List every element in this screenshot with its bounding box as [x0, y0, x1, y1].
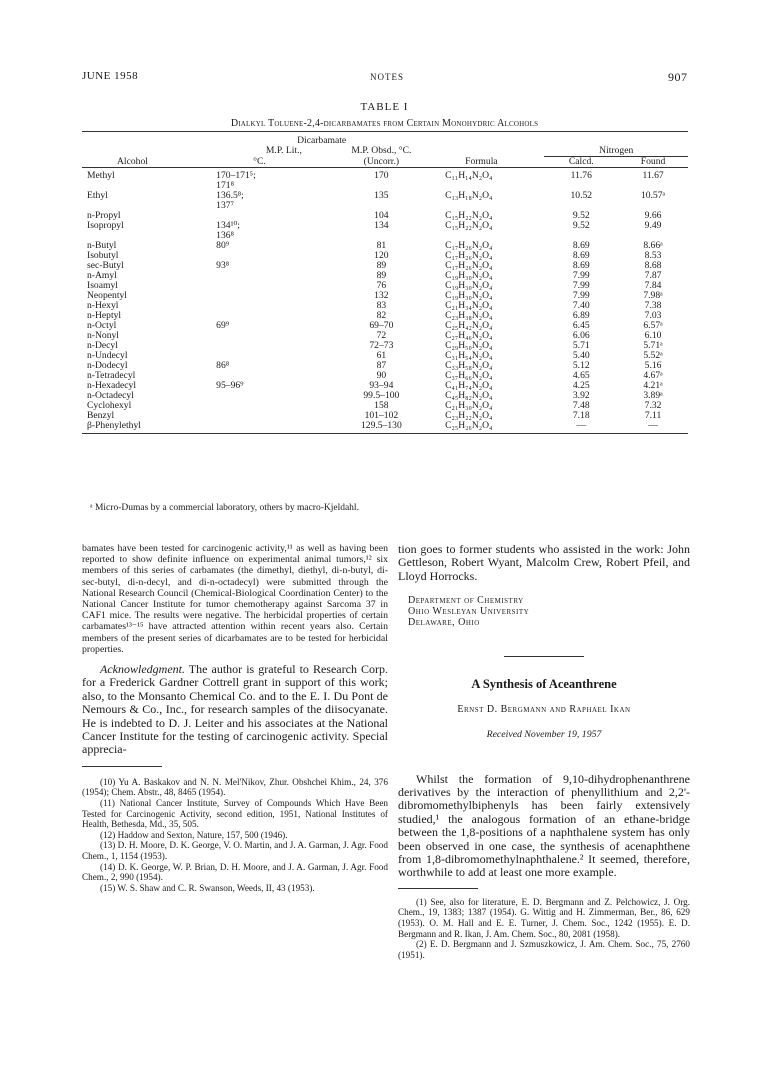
left-column: [82, 543, 388, 893]
table-cell-calcd: 8.69: [572, 260, 590, 271]
table-cell-alcohol: n-Octyl: [87, 320, 117, 331]
table-cell-formula: C₂₁H₃₄N₂O₄: [445, 300, 493, 311]
table-cell-found: 8.68: [644, 260, 662, 271]
table-cell-formula: C₂₅H₄₂N₂O₄: [445, 320, 493, 331]
table-cell-formula: C₂₇H₄₆N₂O₄: [445, 330, 493, 341]
table-cell-alcohol: n-Propyl: [87, 210, 121, 221]
reference-item: (2) E. D. Bergmann and J. Szmuszkowicz, J. Am. Chem. Soc., 75, 2760 (1951).: [398, 939, 690, 960]
acknowledgment-text: The author is grateful to Research Corp. for a Frederick Gardner Cottrell grant in support of this work; also, to the Monsanto Chemical Co. and to the E. I. Du Pont de Nemours & Co., Inc., for research samples of the diisocyanate. He is indebted to D. J. Leiter and his associates at the National Cancer Institute for the testing of carcinogenic activity. Special apprecia-: [82, 662, 388, 757]
table-cell-obs: 93–94: [369, 380, 394, 391]
header-dicarbamate: Dicarbamate: [297, 135, 347, 146]
affiliation: [408, 595, 690, 628]
table-cell-formula: C₄₁H₇₄N₂O₄: [445, 380, 493, 391]
table-cell-formula: C₃₁H₅₄N₂O₄: [445, 350, 493, 361]
article-body: Whilst the formation of 9,10-dihydrophenanthrene derivatives by the interaction of phenyllithium and 2,2'-dibromomethylbiphenyls has been fairly extensively studied,¹ the analogous formation of an ethane-bridge between the 1,8-positions of a naphthalene system has only been observed in one case, the synthesis of acenaphthene from 1,8-dibromomethylnaphthalene.² It seemed, therefore, worthwhile to add at least one more example.: [398, 771, 690, 880]
table-cell-alcohol: n-Hexadecyl: [87, 380, 137, 391]
running-header-section: NOTES: [370, 72, 404, 82]
table-cell-lit: [213, 351, 332, 361]
table-cell-formula: C₁₇H₂₆N₂O₄: [445, 240, 493, 251]
table-cell-lit: [213, 341, 332, 351]
table-cell-calcd: 8.69: [572, 240, 590, 251]
running-header-date: JUNE 1958: [82, 70, 139, 82]
table-cell-calcd: 7.48: [572, 400, 590, 411]
table-cell-lit: 170–171⁵;: [213, 168, 332, 182]
table-cell-found: 3.89ᵃ: [643, 390, 663, 401]
reference-item: (14) D. K. George, W. P. Brian, D. H. Moore, and J. A. Garman, J. Agr. Food Chem., 2, 990 (1954).: [82, 861, 388, 883]
table-cell-calcd: 7.99: [572, 280, 590, 291]
table-cell-alcohol: Isopropyl: [87, 220, 124, 231]
acknowledgment-label: Acknowledgment.: [100, 662, 185, 677]
table-cell-formula: C₃₃H₅₈N₂O₄: [445, 360, 493, 371]
table-cell-alcohol: n-Decyl: [87, 340, 118, 351]
table-cell-calcd: 6.89: [572, 310, 590, 321]
right-column: [398, 543, 690, 960]
reference-item: (15) W. S. Shaw and C. R. Swanson, Weeds, II, 43 (1953).: [100, 882, 315, 893]
table-cell-lit: [213, 271, 332, 281]
left-references: [82, 777, 388, 894]
table-cell-found: 11.67: [618, 168, 688, 182]
table-cell-formula: C₁₉H₃₀N₂O₄: [445, 290, 493, 301]
table-cell-obs: 76: [376, 280, 387, 291]
table-cell-obs: 158: [374, 400, 389, 411]
right-references: [398, 897, 690, 961]
table-cell-formula: C₁₇H₂₆N₂O₄: [445, 260, 493, 271]
table-cell-calcd: 11.76: [544, 168, 618, 182]
table-cell-found: 4.21ᵃ: [643, 380, 663, 391]
reference-item: (11) National Cancer Institute, Survey of Compounds Which Have Been Tested for Carcinogenic Activity, second edition, 1951, National Institutes of Health, Bethesda, Md., 35, 505.: [82, 798, 388, 830]
table-cell-obs: 120: [374, 250, 389, 261]
table-cell-lit: [213, 281, 332, 291]
table-cell-obs: 81: [376, 240, 387, 251]
table-cell-alcohol: β-Phenylethyl: [82, 421, 213, 434]
table-row: [82, 421, 688, 434]
table-cell-found: 8.53: [644, 250, 662, 261]
table-cell-obs: 104: [374, 210, 389, 221]
table-cell-formula: C₁₇H₂₆N₂O₄: [445, 250, 493, 261]
header-alcohol: Alcohol: [117, 155, 148, 167]
table-cell-alcohol: Ethyl: [87, 190, 108, 201]
table-cell-found: 4.67ᵃ: [643, 370, 663, 381]
table-cell-obs: 134: [374, 220, 389, 231]
table-cell-formula: C₁₅H₂₂N₂O₄: [445, 220, 493, 231]
reference-item: (13) D. H. Moore, D. K. George, V. O. Martin, and J. A. Garman, J. Agr. Food Chem., 1, 1154 (1953).: [82, 840, 388, 862]
header-found: Found: [618, 157, 688, 168]
header-mp-obs: M.P. Obsd., °C.: [351, 145, 412, 156]
table-cell-obs: 72–73: [369, 340, 394, 351]
table-cell-lit: 93⁸: [216, 260, 230, 271]
header-mp-lit-unit: °C.: [253, 155, 266, 167]
affiliation-department: Department of Chemistry: [408, 595, 524, 607]
table-cell-found: 5.71ᵃ: [643, 340, 663, 351]
table-cell-obs: 129.5–130: [333, 421, 430, 434]
table-cell-alcohol: n-Octadecyl: [87, 390, 134, 401]
reference-item: (1) See, also for literature, E. D. Bergmann and Z. Pelchowicz, J. Org. Chem., 19, 1383; 1387 (1954). G. Wittig and H. Zimmerman, Ber., 86, 629 (1953). O. M. Hall and E. E. Turner, J. Chem. Soc., 1242 (1955). E. D. Bergmann and R. Ikan, J. Am. Chem. Soc., 80, 2081 (1958).: [398, 896, 690, 939]
table-cell-found: 6.57ᵃ: [643, 320, 663, 331]
table-cell-found: 9.49: [644, 220, 662, 231]
table-cell-lit: [213, 301, 332, 311]
table-cell-formula: C₂₁H₃₀N₂O₄: [445, 400, 493, 411]
table-cell-alcohol: n-Hexyl: [87, 300, 119, 311]
data-table: [82, 131, 688, 434]
table-cell-lit: [213, 291, 332, 301]
table-cell-calcd: 7.40: [572, 300, 590, 311]
table-cell-alcohol: Isoamyl: [87, 280, 118, 291]
table-cell-lit: 69⁹: [216, 320, 230, 331]
affiliation-location: Delaware, Ohio: [408, 617, 480, 629]
table-cell-lit: [213, 401, 332, 411]
table-cell-obs: 135: [374, 190, 389, 201]
table-cell-lit: 134¹⁰;: [216, 220, 240, 231]
table-cell-obs: 132: [374, 290, 389, 301]
table-cell-obs: 72: [376, 330, 387, 341]
header-mp-obs-unit: (Uncorr.): [363, 155, 400, 167]
table-cell-found: 8.66ᵃ: [643, 240, 663, 251]
table-cell-found: 10.57ᵃ: [640, 190, 666, 201]
table-row: [82, 191, 688, 201]
table-cell-alcohol: Methyl: [82, 168, 213, 182]
table-row: [82, 168, 688, 182]
table-cell-lit: 171⁸: [216, 180, 234, 191]
table-cell-alcohol: n-Heptyl: [87, 310, 122, 321]
table-cell-lit: [213, 251, 332, 261]
table-cell-calcd: 3.92: [572, 390, 590, 401]
table-cell-obs: 99.5–100: [363, 390, 400, 401]
table-cell-calcd: 5.12: [572, 360, 590, 371]
table-row: [82, 221, 688, 231]
table-cell-formula: C₂₃H₃₈N₂O₄: [445, 310, 493, 321]
table-cell-calcd: 9.52: [572, 210, 590, 221]
table-cell-alcohol: Cyclohexyl: [87, 400, 132, 411]
received-date: Received November 19, 1957: [486, 729, 602, 741]
table-cell-formula: C₁₅H₂₂N₂O₄: [445, 210, 493, 221]
table-cell-alcohol: Benzyl: [87, 410, 115, 421]
table-cell-found: 7.84: [644, 280, 662, 291]
table-cell-lit: [213, 391, 332, 401]
table-cell-lit: [213, 411, 332, 421]
acknowledgment-paragraph: [82, 663, 388, 757]
table-cell-lit: [213, 331, 332, 341]
table-cell-found: 7.32: [644, 400, 662, 411]
table-cell-calcd: 4.65: [572, 370, 590, 381]
table-cell-calcd: 6.45: [572, 320, 590, 331]
table-cell-calcd: 7.99: [572, 270, 590, 281]
footnote-divider: [82, 766, 162, 767]
table-cell-found: 7.38: [644, 300, 662, 311]
table-cell-formula: C₂₃H₂₂N₂O₄: [445, 410, 493, 421]
article-authors: Ernst D. Bergmann and Raphael Ikan: [457, 704, 631, 716]
table-cell-alcohol: n-Amyl: [87, 270, 117, 281]
table-cell-obs: 89: [376, 270, 387, 281]
table-cell-found: 7.98ᵃ: [643, 290, 663, 301]
table-cell-alcohol: sec-Butyl: [87, 260, 124, 271]
table-cell-obs: 90: [376, 370, 387, 381]
table-cell-found: 7.11: [644, 410, 662, 421]
reference-item: (10) Yu A. Baskakov and N. N. Mel'Nikov, Zhur. Obshchei Khim., 24, 376 (1954); Chem. Abstr., 48, 8465 (1954).: [82, 776, 388, 798]
table-cell-calcd: 6.06: [572, 330, 590, 341]
table-cell-alcohol: Isobutyl: [87, 250, 119, 261]
table-cell-found: 7.03: [644, 310, 662, 321]
table-cell-formula: C₂₅H₂₆N₂O₄: [430, 421, 544, 434]
table-cell-calcd: 9.52: [572, 220, 590, 231]
table-cell-obs: 101–102: [364, 410, 399, 421]
table-cell-found: 5.16: [644, 360, 662, 371]
table-cell-calcd: 4.25: [572, 380, 590, 391]
table-cell-formula: C₁₉H₃₀N₂O₄: [445, 270, 493, 281]
table-cell-calcd: 7.99: [572, 290, 590, 301]
table-title: TABLE I: [360, 101, 409, 113]
table-cell-obs: 83: [376, 300, 387, 311]
table-cell-alcohol: n-Dodecyl: [87, 360, 128, 371]
header-calcd: Calcd.: [544, 157, 618, 168]
table-cell-lit: [213, 311, 332, 321]
table-cell-alcohol: n-Nonyl: [87, 330, 119, 341]
table-cell-calcd: 8.69: [572, 250, 590, 261]
table-cell-alcohol: n-Undecyl: [87, 350, 128, 361]
reference-item: (12) Haddow and Sexton, Nature, 157, 500 (1946).: [100, 829, 288, 840]
table-cell-calcd: 10.52: [570, 190, 593, 201]
table-cell-lit: 136.5⁸;: [216, 190, 244, 201]
table-cell-lit: 86⁸: [216, 360, 230, 371]
table-cell-lit: 80⁹: [216, 240, 230, 251]
table-cell-formula: C₁₉H₃₀N₂O₄: [445, 280, 493, 291]
footnote-divider-right: [398, 888, 478, 889]
table-cell-formula: C₂₉H₅₀N₂O₄: [445, 340, 493, 351]
table-cell-obs: 87: [376, 360, 387, 371]
table-cell-calcd: 5.71: [572, 340, 590, 351]
table-cell-calcd: 5.40: [572, 350, 590, 361]
table-cell-lit: 136⁸: [216, 230, 234, 241]
table-cell-alcohol: n-Butyl: [87, 240, 117, 251]
table-cell-lit: [213, 421, 332, 434]
table-caption: Dialkyl Toluene-2,4-dicarbamates from Certain Monohydric Alcohols: [230, 118, 539, 129]
table-cell-alcohol: n-Tetradecyl: [87, 370, 136, 381]
table-cell-obs: 82: [376, 310, 387, 321]
table-cell-formula: C₃₇H₆₆N₂O₄: [445, 370, 493, 381]
table-cell-found: 7.87: [644, 270, 662, 281]
table-cell-formula: C₁₁H₁₄N₂O₄: [430, 168, 544, 182]
table-cell-lit: 95–96⁹: [216, 380, 244, 391]
table-cell-calcd: 7.18: [572, 410, 590, 421]
table-cell-found: 6.10: [644, 330, 662, 341]
table-cell-obs: 89: [376, 260, 387, 271]
table-cell-alcohol: Neopentyl: [87, 290, 127, 301]
affiliation-university: Ohio Wesleyan University: [408, 606, 530, 618]
table-cell-calcd: —: [544, 421, 618, 434]
table-cell-lit: 137⁷: [216, 200, 234, 211]
header-nitrogen: Nitrogen: [544, 146, 688, 157]
article-title: A Synthesis of Aceanthrene: [471, 677, 617, 692]
table-footnote: ᵃ Micro-Dumas by a commercial laboratory, others by macro-Kjeldahl.: [90, 503, 359, 513]
table-cell-obs: 69–70: [369, 320, 394, 331]
table-cell-formula: C₁₃H₁₈N₂O₄: [445, 190, 493, 201]
table-cell-obs: 170: [333, 168, 430, 182]
table-cell-found: —: [618, 421, 688, 434]
table-cell-found: 9.66: [644, 210, 662, 221]
body-paragraph-continued: tion goes to former students who assisted in the work: John Gettleson, Robert Wyant, Malcolm Crew, Robert Pfeil, and Lloyd Horrocks.: [398, 542, 690, 583]
table-cell-found: 5.52ᵃ: [643, 350, 663, 361]
article-divider: [504, 656, 584, 657]
body-paragraph: bamates have been tested for carcinogenic activity,¹¹ as well as having been reported to show definite influence on experimental animal tumors,¹² six members of this series of carbamates (the dimethyl, diethyl, di-n-butyl, di-sec-butyl, di-n-decyl, and di-n-octadecyl) were submitted through the National Research Council (Chemical-Biological Coordination Center) to the National Cancer Institute for tumor chemotherapy against Sarcoma 37 in CAF1 mice. The results were negative. The herbicidal properties of certain carbamates¹³⁻¹⁵ have attracted attention within recent years also. Certain members of the present series of dicarbamates are to be tested for herbicidal properties.: [82, 543, 388, 655]
header-formula: Formula: [465, 155, 498, 167]
table-cell-obs: 61: [376, 350, 387, 361]
header-mp-lit: M.P. Lit.,: [265, 145, 302, 156]
page-number: 907: [668, 70, 688, 84]
table-cell-formula: C₄₅H₈₂N₂O₄: [445, 390, 493, 401]
